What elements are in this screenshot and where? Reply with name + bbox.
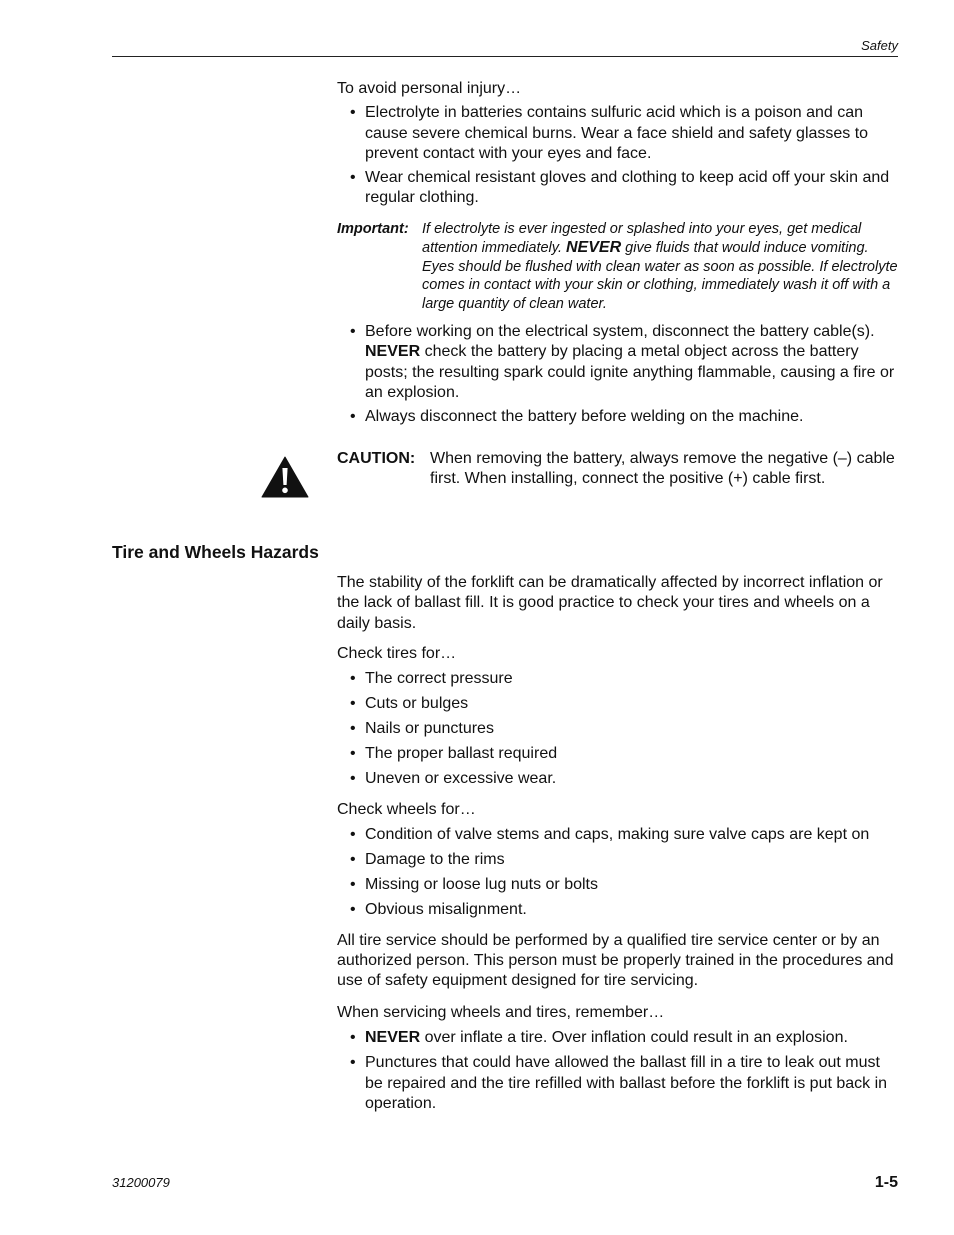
section-title: Tire and Wheels Hazards: [112, 542, 319, 562]
wheel-check-list: [337, 825, 899, 920]
caution-text: When removing the battery, always remove the negative (–) cable first. When installing, connect the positive (+) cable first.: [430, 450, 895, 488]
caution-note: [337, 449, 902, 490]
battery-emphasis: NEVER: [365, 343, 421, 361]
important-label: Important:: [337, 221, 409, 237]
injury-block: [337, 79, 899, 209]
list-item: • The proper ballast required: [337, 744, 899, 764]
list-item: • Damage to the rims: [337, 850, 899, 870]
document-number: 31200079: [112, 1175, 170, 1190]
list-item: • Nails or punctures: [337, 719, 899, 739]
important-emphasis: NEVER: [566, 238, 622, 256]
list-item: • Always disconnect the battery before welding on the machine.: [337, 407, 899, 427]
important-text: If electrolyte is ever ingested or splashed into your eyes, get medical attention immediately. NEVER give fluids that would induce vomiting. Eyes should be flushed with clean water as soon as possible. If electrolyte comes in contact with your skin or clothing, immediately wash it off with a large quantity of clean water.: [422, 221, 898, 313]
remember-list: [337, 1028, 899, 1115]
warning-triangle-icon: [261, 456, 309, 498]
tire-check-list: [337, 669, 899, 789]
caution-label: CAUTION:: [337, 450, 416, 467]
tires-block: [337, 573, 899, 1114]
battery-block: [337, 322, 899, 427]
list-item: • Condition of valve stems and caps, making sure valve caps are kept on: [337, 825, 899, 845]
check-wheels-label: Check wheels for…: [337, 800, 476, 818]
page-number: 1-5: [874, 1174, 898, 1191]
list-item: • The correct pressure: [337, 669, 899, 689]
injury-list: [337, 103, 899, 208]
list-item: • Obvious misalignment.: [337, 900, 899, 920]
check-tires-label: Check tires for…: [337, 644, 457, 662]
page-header: [112, 37, 898, 57]
service-paragraph: All tire service should be performed by a qualified tire service center or by an authorized person. This person must be properly trained in the procedures and use of safety equipment designed for tire servicing.: [337, 931, 894, 990]
tires-intro: The stability of the forklift can be dramatically affected by incorrect inflation or the lack of ballast fill. It is good practice to check your tires and wheels on a daily basis.: [337, 574, 883, 632]
list-item: • Electrolyte in batteries contains sulfuric acid which is a poison and can cause severe chemical burns. Wear a face shield and safety glasses to prevent contact with your eyes and face.: [337, 103, 899, 164]
list-item: • Wear chemical resistant gloves and clothing to keep acid off your skin and regular clothing.: [337, 168, 899, 209]
battery-list: [337, 322, 899, 427]
list-item: • Before working on the electrical system, disconnect the battery cable(s). NEVER check the battery by placing a metal object across the battery posts; the resulting spark could ignite anything flammable, causing a fire or an explosion.: [337, 322, 899, 403]
important-note: [337, 220, 902, 314]
list-item: • Punctures that could have allowed the ballast fill in a tire to leak out must be repaired and the tire refilled with ballast before the forklift is put back in operation.: [337, 1053, 899, 1114]
remember-label: When servicing wheels and tires, remember…: [337, 1003, 665, 1021]
list-item: • Uneven or excessive wear.: [337, 769, 899, 789]
remember-emphasis: NEVER: [365, 1028, 421, 1046]
list-item: • Missing or loose lug nuts or bolts: [337, 875, 899, 895]
header-section-title: Safety: [861, 38, 898, 53]
list-item: • NEVER over inflate a tire. Over inflation could result in an explosion.: [337, 1028, 899, 1048]
injury-intro: To avoid personal injury…: [337, 80, 522, 97]
list-item: • Cuts or bulges: [337, 694, 899, 714]
